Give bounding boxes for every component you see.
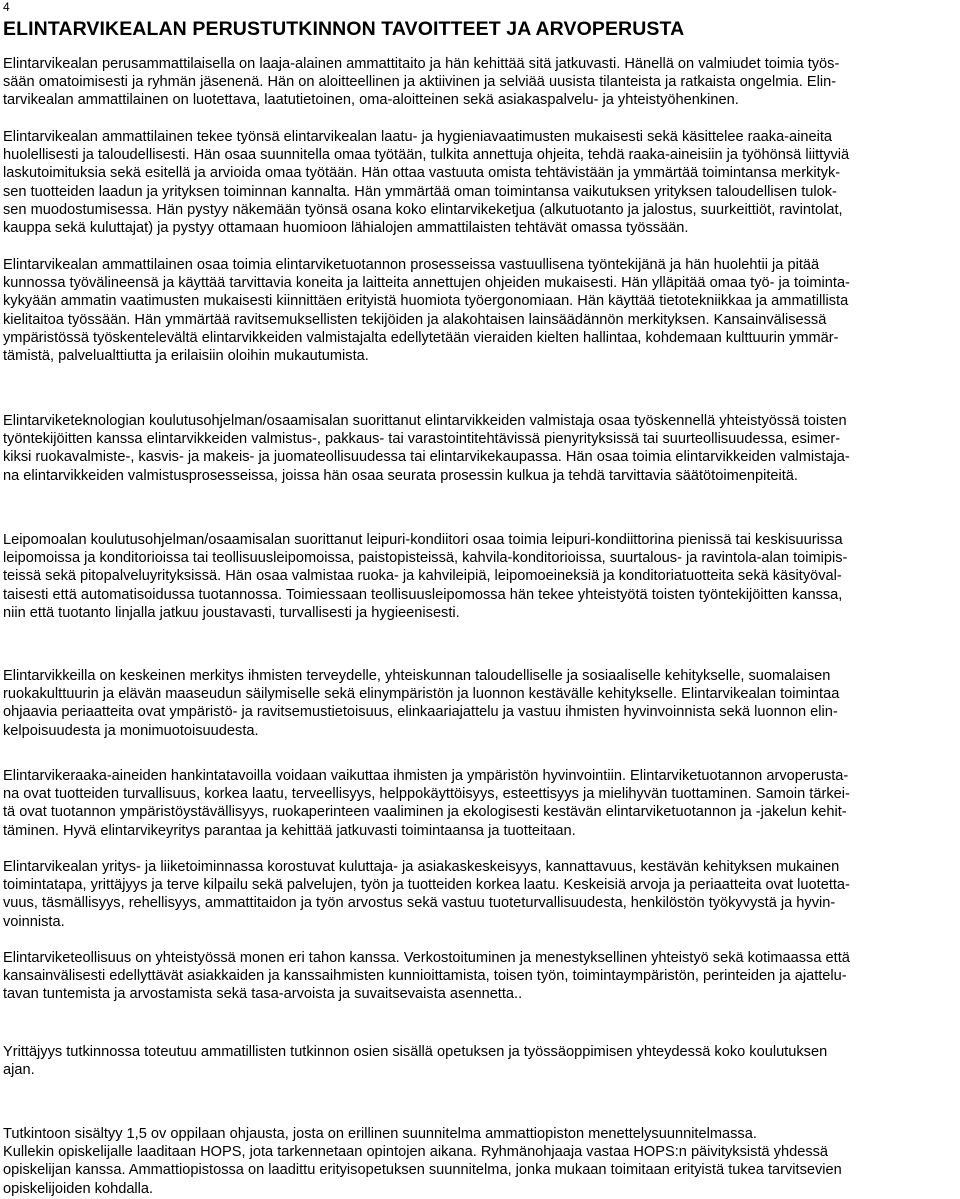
text-line: voinnista. <box>3 913 65 930</box>
paragraph-bakery <box>3 531 951 622</box>
text-line: na ovat tuotteiden turvallisuus, korkea laatu, terveellisyys, helppokäyttöisyys, esteettisyys ja mielihyvän tuottaminen. Samoin tärkei- <box>3 786 850 803</box>
text-line: toimintatapa, yrittäjyys ja terve kilpailu sekä palvelujen, työn ja tuotteiden korkea laatu. Keskeisiä arvoja ja periaatteita ovat luotetta- <box>3 877 850 894</box>
text-line: kielitaitoa työssään. Hän ymmärtää ravitsemuksellisten tekijöiden ja alakohtaisen lainsäädännön merkityksen. Kansainvälisessä <box>3 311 827 328</box>
text-line: Yrittäjyys tutkinnossa toteutuu ammatillisten tutkinnon osien sisällä opetuksen ja työssäoppimisen yhteydessä koko koulutuksen <box>3 1044 828 1060</box>
text-line: vuus, täsmällisyys, rehellisyys, ammattitaidon ja työn arvostus sekä vastuu tuoteturvallisuudesta, henkilöstön työkyvystä ja hyvin- <box>3 895 836 912</box>
text-line: Elintarvikealan ammattilainen tekee työnsä elintarvikealan laatu- ja hygieniavaatimusten mukaisesti sekä käsittelee raaka-aineita <box>3 129 833 145</box>
text-line: kauppa sekä kuluttajat) ja pystyy ottamaan huomioon lähialojen ammattilaisten tehtävät omassa työssään. <box>3 220 689 237</box>
text-line: tä ovat tuotannon ympäristöystävällisyys, ruokaperinteen vaaliminen ja ekologisesti kestävän elintarviketuotannon ja -jakelun kehit- <box>3 804 847 821</box>
text-line: niin että tuotanto linjalla jatkuu joustavasti, turvallisesti ja hygieenisesti. <box>3 604 460 621</box>
text-line: sen muodostumisessa. Hän pystyy näkemään työnsä osana koko elintarvikeketjua (alkutuotanto ja jalostus, suurkeittiöt, ravintolat, <box>3 201 843 218</box>
text-line: leipomoissa ja konditorioissa tai teollisuusleipomoissa, paistopisteissä, kahvila-konditorioissa, suurtalous- ja ravintola-alan toimipis- <box>3 550 848 567</box>
paragraph-raw-materials <box>3 767 951 840</box>
paragraph-competence <box>3 55 951 110</box>
paragraph-food-technology <box>3 412 951 485</box>
text-line: Elintarvikeraaka-aineiden hankintatavoilla voidaan vaikuttaa ihmisten ja ympäristön hyvinvointiin. Elintarviketuotannon arvoperusta- <box>3 768 849 784</box>
paragraph-work-quality <box>3 128 951 237</box>
text-line: kansainvälisesti edellyttävät asiakkaiden ja kanssaihmisten kunnioittamista, toisen työn, toimintaympäristön, perinteiden ja ajattelu- <box>3 968 847 985</box>
text-line: kiksi ruokavalmiste-, kasvis- ja makeis- ja juomateollisuudessa tai elintarvikekaupassa. Hän osaa toimia elintarvikkeiden valmistaja- <box>3 449 850 466</box>
text-line: huolellisesti ja taloudellisesti. Hän osaa suunnitella omaa työtään, tulkita annettuja ohjeita, tehdä raaka-aineisiin ja työhönsä liittyviä <box>3 147 850 164</box>
text-line: kelpoisuudesta ja monimuotoisuudesta. <box>3 722 259 739</box>
text-line: taisesti että automatisoidussa tuotannossa. Toimiessaan teollisuusleipomossa hän tekee yhteistyötä toisten työntekijöitten kanssa, <box>3 586 843 603</box>
text-line: tarvikealan ammattilainen on luotettava, laatutietoinen, oma-aloitteinen sekä asiakaspalvelu- ja yhteistyöhenkinen. <box>3 92 739 109</box>
text-line: Elintarvikealan yritys- ja liiketoiminnassa korostuvat kuluttaja- ja asiakaskeskeisyys, kannattavuus, kestävän kehityksen mukainen <box>3 859 840 875</box>
page-title: ELINTARVIKEALAN PERUSTUTKINNON TAVOITTEET JA ARVOPERUSTA <box>3 18 685 40</box>
text-line: Elintarvikealan ammattilainen osaa toimia elintarviketuotannon prosesseissa vastuullisena työntekijänä ja hän huolehtii ja pitää <box>3 257 820 273</box>
text-line: Elintarvikealan perusammattilaisella on laaja-alainen ammattitaito ja hän kehittää sitä jatkuvasti. Hänellä on valmiudet toimia työs- <box>3 56 840 72</box>
text-line: ajan. <box>3 1062 35 1079</box>
text-line: ympäristössä työskentelevältä elintarvikkeiden valmistajalta edellytetään vieraiden kielten hallintaa, kohdemaan kulttuurin ymmär- <box>3 329 839 346</box>
text-line: ohjaavia periaatteita ovat ympäristö- ja ravitsemustietoisuus, elinkaariajattelu ja vastuu ihmisten hyvinvoinnista sekä luonnon elin- <box>3 704 838 721</box>
paragraph-guidance <box>3 1125 951 1198</box>
text-line: sään omatoimisesti ja ryhmän jäsenenä. Hän on aloitteellinen ja aktiivinen ja selviää uusista tilanteista ja ratkaista ongelmia. Elin- <box>3 74 837 91</box>
text-line: na elintarvikkeiden valmistusprosesseissa, joissa hän osaa seurata prosessin kulkua ja tehdä tarvittavia säätötoimenpiteitä. <box>3 467 798 484</box>
text-line: täminen. Hyvä elintarvikeyritys parantaa ja kehittää jatkuvasti toimintaansa ja tuotteitaan. <box>3 822 576 839</box>
paragraph-significance <box>3 667 951 740</box>
text-line: tämistä, palvelualttiutta ja erilaisiin oloihin mukautumista. <box>3 348 369 365</box>
text-line: Kullekin opiskelijalle laaditaan HOPS, jota tarkennetaan opintojen aikana. Ryhmänohjaaja vastaa HOPS:n päivityksistä yhdessä <box>3 1144 829 1161</box>
paragraph-production-processes <box>3 256 951 365</box>
text-line: laskutoimituksia sekä esitellä ja arvioida omaa työtään. Hän ottaa vastuuta omista tehtävistään ja ymmärtää toimintansa merkityk- <box>3 165 841 182</box>
paragraph-networking <box>3 949 951 1004</box>
page-number: 4 <box>3 0 10 14</box>
text-line: opiskelijan kanssa. Ammattiopistossa on laadittu erityisopetuksen suunnitelma, jonka mukaan toimitaan erityistä tukea tarvitsevien <box>3 1162 842 1179</box>
text-line: opiskelijoiden kohdalla. <box>3 1180 154 1197</box>
paragraph-entrepreneurship <box>3 1043 951 1079</box>
text-line: Elintarvikkeilla on keskeinen merkitys ihmisten terveydelle, yhteiskunnan taloudelliselle ja sosiaaliselle kehitykselle, suomalaisen <box>3 668 831 684</box>
paragraph-business <box>3 858 951 931</box>
text-line: kykyään ammatin vaatimusten mukaisesti kiinnittäen erityistä huomiota työergonomiaan. Hän käyttää tietotekniikkaa ja ammatillista <box>3 293 849 310</box>
text-line: työntekijöitten kanssa elintarvikkeiden valmistus-, pakkaus- tai varastointitehtävissä pienyrityksissä tai suurteollisuudessa, esimer- <box>3 431 841 448</box>
text-line: sen tuotteiden laadun ja yrityksen toiminnan kannalta. Hän ymmärtää oman toimintansa vaikutuksen yrityksen taloudellisen tulok- <box>3 183 837 200</box>
text-line: teissä sekä pitopalveluyrityksissä. Hän osaa valmistaa ruoka- ja kahvileipiä, leipomoeineksiä ja konditoriatuotteita sekä käsityöval- <box>3 568 842 585</box>
text-line: tavan tuntemista ja arvostamista sekä tasa-arvoista ja suvaitsevaista asennetta.. <box>3 986 523 1003</box>
text-line: kunnossa työvälineensä ja käyttää tarvittavia koneita ja laitteita annettujen ohjeiden mukaisesti. Hän ylläpitää omaa työ- ja toiminta- <box>3 275 850 292</box>
text-line: Elintarviketeknologian koulutusohjelman/osaamisalan suorittanut elintarvikkeiden valmistaja osaa työskennellä yhteistyössä toisten <box>3 413 847 429</box>
text-line: Elintarviketeollisuus on yhteistyössä monen eri tahon kanssa. Verkostoituminen ja menestyksellinen yhteistyö sekä kotimaassa että <box>3 950 850 966</box>
text-line: ruokakulttuurin ja elävän maaseudun säilymiselle sekä elinympäristön ja luonnon kestävälle kehitykselle. Elintarvikealan toimintaa <box>3 686 840 703</box>
text-line: Tutkintoon sisältyy 1,5 ov oppilaan ohjausta, josta on erillinen suunnitelma ammattiopiston menettelysuunnitelmassa. <box>3 1126 757 1142</box>
text-line: Leipomoalan koulutusohjelman/osaamisalan suorittanut leipuri-kondiitori osaa toimia leipuri-kondiittorina pienissä tai keskisuurissa <box>3 532 843 548</box>
